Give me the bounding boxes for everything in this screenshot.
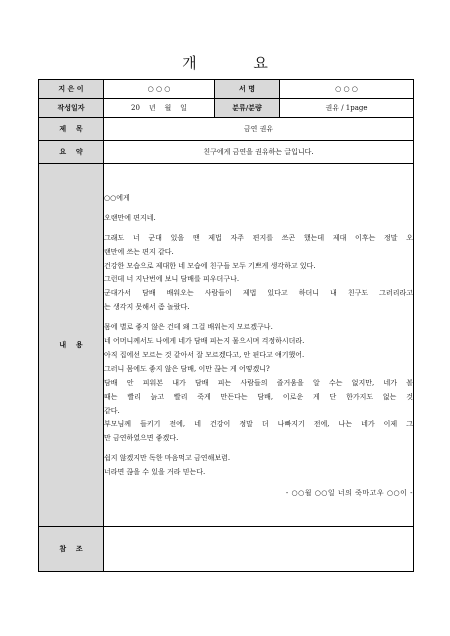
letter-line: 같다. bbox=[104, 406, 120, 415]
category-value: 권유 / 1page bbox=[280, 99, 414, 118]
writer-label: 지 은 이 bbox=[39, 80, 104, 99]
letter-line: 부모님께 들키기 전에, 네 건강이 정말 더 나빠지기 전에, 나는 네가 이제 그 bbox=[104, 420, 413, 429]
letter-paragraph bbox=[104, 192, 413, 206]
letter-line: 몸에 별로 좋지 않은 건데 왜 그걸 배워는지 모르겠구나. bbox=[104, 323, 273, 332]
letter-paragraph bbox=[104, 321, 413, 446]
letter-paragraph bbox=[104, 212, 413, 226]
summary-value: 친구에게 금연을 권유하는 글입니다. bbox=[104, 141, 414, 164]
letter-line: 군대가서 담배 배워오는 사람들이 제법 있다고 하더니 내 친구도 그러리라고 bbox=[104, 289, 413, 298]
overview-form-table bbox=[38, 79, 414, 572]
reference-value bbox=[104, 527, 414, 572]
content-body bbox=[104, 164, 414, 527]
letter-line: 쉽지 않겠지만 독한 마음먹고 금연해보렴. bbox=[104, 454, 231, 463]
writer-value: ○ ○ ○ bbox=[104, 80, 215, 99]
letter-line: 아직 집에선 모르는 것 같아서 잘 모르겠다고, 안 핀다고 얘기했어. bbox=[104, 350, 305, 359]
summary-label: 요 약 bbox=[39, 141, 104, 164]
letter-line: 는 생각지 못해서 좀 놀랐다. bbox=[104, 303, 190, 312]
subject-label: 제 목 bbox=[39, 118, 104, 141]
letter-line: 랜만에 쓰는 편지 같다. bbox=[104, 247, 174, 256]
letter-line: 그래도 너 군대 있을 땐 제법 자주 편지를 쓰곤 했는데 제대 이후는 정말 오 bbox=[104, 233, 413, 242]
signature-label: 서 명 bbox=[215, 80, 280, 99]
letter-line: 네 어머니께서도 나에게 네가 담배 피는지 물으시며 걱정하시더라. bbox=[104, 337, 305, 346]
letter-line: ○○에게 bbox=[104, 193, 130, 202]
category-label: 분류/분량 bbox=[215, 99, 280, 118]
letter-line: 때는 빨리 늙고 빨리 죽게 만든다는 담배, 이로운 게 단 한가지도 없는 것 bbox=[104, 392, 413, 401]
signature-value: ○ ○ ○ bbox=[280, 80, 414, 99]
date-written-value: 20 년 월 일 bbox=[104, 99, 215, 118]
letter-line: 건강한 모습으로 제대한 네 모습에 친구들 모두 기쁘게 생각하고 있다. bbox=[104, 261, 316, 270]
content-label: 내 용 bbox=[39, 164, 104, 527]
signature-line: - ○○월 ○○일 너의 죽마고우 ○○이 - bbox=[285, 489, 413, 498]
letter-text bbox=[104, 192, 413, 480]
document-title: 개 요 bbox=[182, 54, 294, 72]
letter-line: 오랜만에 편지네. bbox=[104, 213, 156, 222]
letter-line: 너라면 끊을 수 있을 거라 믿는다. bbox=[104, 468, 206, 477]
date-written-label: 작성일자 bbox=[39, 99, 104, 118]
letter-paragraph bbox=[104, 232, 413, 315]
letter-line: 그런데 너 지난번에 보니 담배를 피우더구나. bbox=[104, 275, 240, 284]
letter-paragraph bbox=[104, 452, 413, 480]
reference-label: 참 조 bbox=[39, 527, 104, 572]
letter-line: 그러니 몸에도 좋지 않은 담배, 이만 끊는 게 어떻겠니? bbox=[104, 364, 270, 373]
subject-value: 금연 권유 bbox=[104, 118, 414, 141]
letter-line: 만 금연하였으면 좋겠다. bbox=[104, 434, 179, 443]
letter-line: 담배 안 피워본 내가 담배 피는 사람들의 즐거움을 알 수는 없지만, 네가 볼 bbox=[104, 378, 413, 387]
